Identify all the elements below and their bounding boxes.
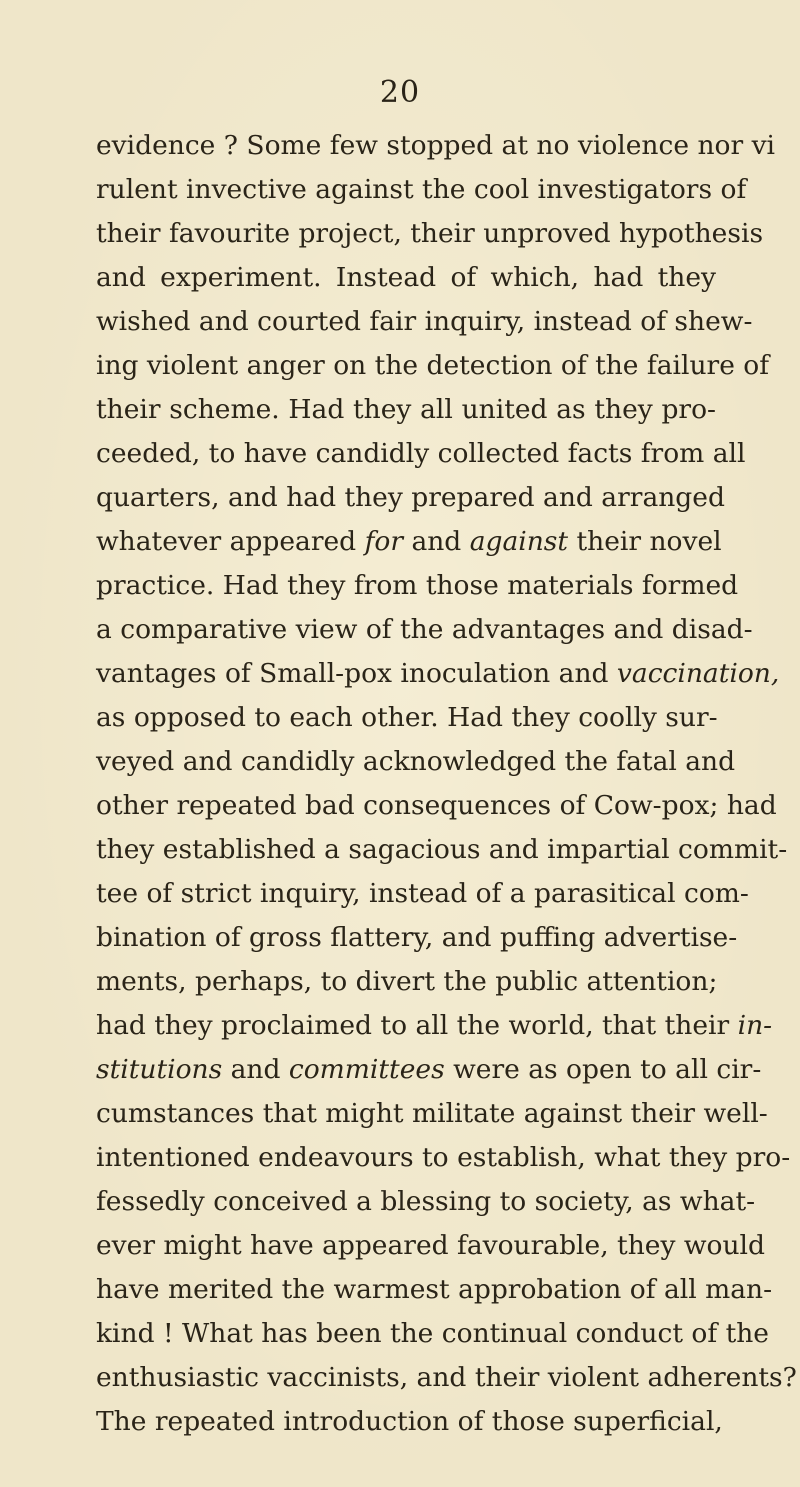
text-line bbox=[96, 1268, 773, 1312]
text-line bbox=[96, 960, 716, 1004]
text-line bbox=[96, 476, 725, 520]
text-segment: quarters, and had they prepared and arranged bbox=[96, 482, 725, 513]
text-line bbox=[96, 1180, 756, 1224]
text-line bbox=[96, 520, 722, 564]
text-segment: and bbox=[222, 1054, 289, 1085]
text-segment: whatever appeared bbox=[96, 526, 365, 557]
text-segment: tee of strict inquiry, instead of a parasitical com- bbox=[96, 878, 749, 909]
text-segment: The repeated introduction of those superficial, bbox=[96, 1406, 723, 1437]
text-line bbox=[96, 1092, 768, 1136]
text-line bbox=[96, 256, 716, 300]
text-segment: wished and courted fair inquiry, instead of shew- bbox=[96, 306, 753, 337]
text-segment: evidence ? Some few stopped at no violence nor vi bbox=[96, 130, 776, 161]
text-segment: a comparative view of the advantages and disad- bbox=[96, 614, 753, 645]
text-segment: other repeated bad consequences of Cow-pox; had bbox=[96, 790, 777, 821]
text-line bbox=[96, 872, 749, 916]
text-segment: were as open to all cir- bbox=[444, 1054, 762, 1085]
text-line bbox=[96, 916, 738, 960]
text-segment: their scheme. Had they all united as they pro- bbox=[96, 394, 716, 425]
text-line bbox=[96, 1004, 773, 1048]
text-segment: ceeded, to have candidly collected facts from all bbox=[96, 438, 746, 469]
text-segment: vantages of Small-pox inoculation and bbox=[96, 658, 617, 689]
text-line bbox=[96, 168, 747, 212]
text-line bbox=[96, 1136, 791, 1180]
italic-text: vaccination, bbox=[616, 658, 780, 689]
text-line bbox=[96, 608, 753, 652]
text-segment: bination of gross flattery, and puffing advertise- bbox=[96, 922, 738, 953]
italic-text: against bbox=[469, 526, 569, 557]
text-line bbox=[96, 1048, 762, 1092]
italic-text: in- bbox=[737, 1010, 773, 1041]
text-segment: veyed and candidly acknowledged the fatal and bbox=[96, 746, 736, 777]
text-segment: have merited the warmest approbation of all man- bbox=[96, 1274, 773, 1305]
text-line bbox=[96, 124, 776, 168]
text-line bbox=[96, 784, 777, 828]
text-line bbox=[96, 652, 780, 696]
text-line bbox=[96, 1356, 797, 1400]
text-line bbox=[96, 828, 788, 872]
text-line bbox=[96, 740, 736, 784]
text-segment: ever might have appeared favourable, they would bbox=[96, 1230, 765, 1261]
text-segment: kind ! What has been the continual conduct of the bbox=[96, 1318, 769, 1349]
text-segment: had they proclaimed to all the world, that their bbox=[96, 1010, 738, 1041]
text-segment: and bbox=[403, 526, 470, 557]
text-line bbox=[96, 1224, 765, 1268]
text-line bbox=[96, 564, 739, 608]
text-line bbox=[96, 1400, 723, 1444]
text-segment: rulent invective against the cool investigators of bbox=[96, 174, 747, 205]
text-line bbox=[96, 212, 764, 256]
text-segment: cumstances that might militate against their well- bbox=[96, 1098, 768, 1129]
text-line bbox=[96, 344, 770, 388]
text-segment: their novel bbox=[568, 526, 722, 557]
text-line bbox=[96, 1312, 769, 1356]
page-number: 20 bbox=[379, 75, 421, 110]
text-line bbox=[96, 300, 753, 344]
italic-text: committees bbox=[288, 1054, 445, 1085]
text-segment: fessedly conceived a blessing to society, as what- bbox=[96, 1186, 756, 1217]
text-segment: intentioned endeavours to establish, what they pro- bbox=[96, 1142, 791, 1173]
text-line bbox=[96, 432, 746, 476]
text-line bbox=[96, 388, 716, 432]
italic-text: for bbox=[364, 526, 404, 557]
text-segment: ing violent anger on the detection of the failure of bbox=[96, 350, 770, 381]
text-segment: practice. Had they from those materials formed bbox=[96, 570, 739, 601]
text-line bbox=[96, 696, 716, 740]
text-segment: ments, perhaps, to divert the public attention; bbox=[96, 966, 718, 997]
text-segment: and experiment. Instead of which, had they bbox=[96, 262, 716, 293]
italic-text: stitutions bbox=[96, 1054, 223, 1085]
text-segment: their favourite project, their unproved hypothesis bbox=[96, 218, 764, 249]
body-text bbox=[96, 124, 797, 1444]
text-segment: they established a sagacious and impartial commit- bbox=[96, 834, 788, 865]
text-segment: enthusiastic vaccinists, and their violent adherents? bbox=[96, 1362, 797, 1393]
text-segment: as opposed to each other. Had they coolly sur- bbox=[96, 702, 718, 733]
